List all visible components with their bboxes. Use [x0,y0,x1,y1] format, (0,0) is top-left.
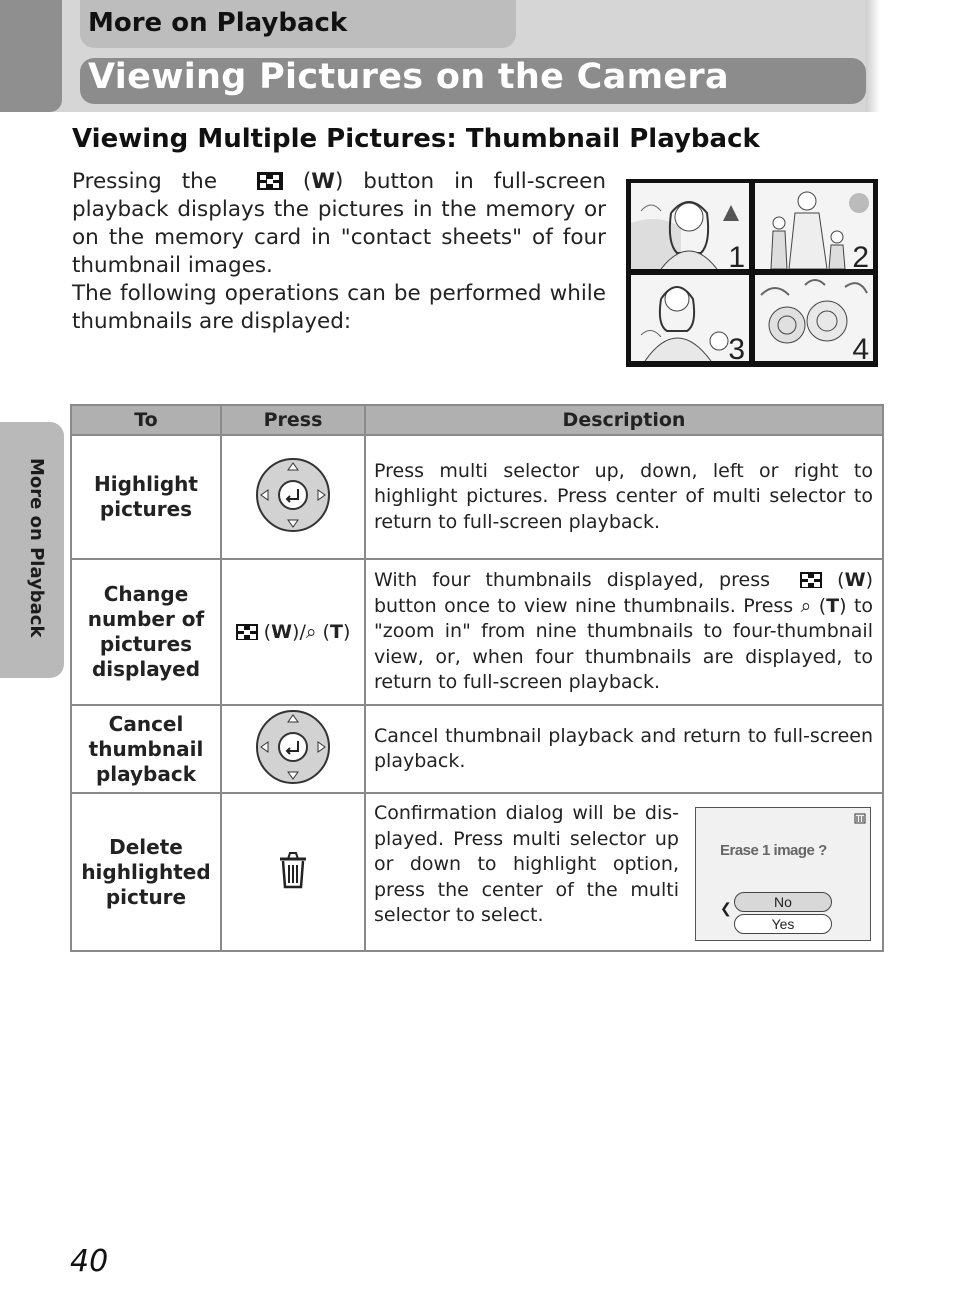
trash-icon [276,849,310,891]
page-number: 40 [70,1244,109,1279]
intro-text [72,168,606,336]
desc-text-b: button once to view nine thumbnails. Press [374,594,794,617]
thumbnail-4-number: 4 [852,333,869,366]
row-delete-to: Delete highlighted picture [71,793,221,951]
row-change-to: Change number of pictures displayed [71,559,221,705]
header-tab [0,0,62,112]
row-highlight-description: Press multi selector up, down, left or right to highlight pictures. Press center of multi selector to return to full-screen playback. [365,435,883,559]
multi-selector-icon [254,708,332,786]
table-row [71,793,883,951]
desc-t-key: T [826,594,840,617]
row-delete-press [221,793,365,951]
intro-text-c: ) button in full-screen playback displays the pictures in the memory or on the memory card in "contact sheets" of four thumbnail images. [72,169,607,278]
row-cancel-description: Cancel thumbnail playback and return to full-screen playback. [365,705,883,793]
press-w-key: W [271,621,293,643]
desc-text-a: With four thumbnails displayed, press [374,569,770,592]
header-to: To [71,405,221,435]
left-arrow-icon: ❮ [720,900,732,916]
thumbnail-grid-image [626,179,878,367]
row-delete-description [365,793,883,951]
intro-paren-open: ( [302,169,312,194]
title-bar [80,58,866,104]
dialog-option-no[interactable]: No [734,892,832,912]
trash-icon [854,812,866,824]
multi-selector-icon [254,456,332,534]
table-row [71,705,883,793]
thumbnail-3-number: 3 [728,333,745,366]
table-row [71,559,883,705]
intro-text-a: Pressing the [72,169,218,194]
dialog-option-yes[interactable]: Yes [734,914,832,934]
row-cancel-to: Cancel thumbnail playback [71,705,221,793]
intro-w-key: W [311,169,335,194]
row-change-description: With four thumbnails displayed, press (W) button once to view nine thumbnails. Press ⌕ (T) to "zoom in" from nine thumbnails to four-thumbnail view, or, when four thumbnails are displayed, to return to full-screen playback. [365,559,883,705]
section-label-text: More on Playback [88,8,348,38]
row-change-press: (W)/⌕ (T) [221,559,365,705]
side-tab [0,422,64,678]
thumbnail-2 [755,183,873,274]
thumbnail-icon [257,172,283,190]
row-highlight-to: Highlight pictures [71,435,221,559]
press-t-key: T [329,621,343,643]
header-description: Description [365,405,883,435]
side-tab-label: More on Playback [26,458,47,638]
page-title: Viewing Pictures on the Camera [88,57,729,97]
table-row [71,435,883,559]
intro-paragraph-2: The following operations can be performed while thumbnails are displayed: [72,281,606,334]
desc-w-key: W [844,569,866,592]
erase-question: Erase 1 image ? [720,842,827,859]
thumbnail-icon [800,572,822,588]
desc-text-c: to "zoom in" from nine thumbnails to four-thumbnail view, or, when four thumbnails are displayed, to return to full-screen playback. [374,594,874,694]
thumbnail-1 [631,183,749,274]
thumbnail-1-number: 1 [728,241,745,274]
section-label [80,0,516,48]
intro-paragraph-1 [72,168,606,280]
header-press: Press [221,405,365,435]
row-cancel-press [221,705,365,793]
zoom-icon: ⌕ [305,621,317,643]
operations-table [70,404,884,952]
erase-dialog-screen [695,807,871,941]
row-highlight-press [221,435,365,559]
thumbnail-icon [236,624,258,640]
zoom-icon: ⌕ [800,594,812,617]
thumbnail-4 [755,275,873,366]
table-header-row [71,405,883,435]
thumbnail-3 [631,275,749,366]
thumbnail-2-number: 2 [852,241,869,274]
delete-description-text: Confirmation dialog will be dis-played. Press multi selector up or down to highlight option, press the center of the multi selector to select. [374,802,679,926]
subheading: Viewing Multiple Pictures: Thumbnail Playback [72,124,760,154]
